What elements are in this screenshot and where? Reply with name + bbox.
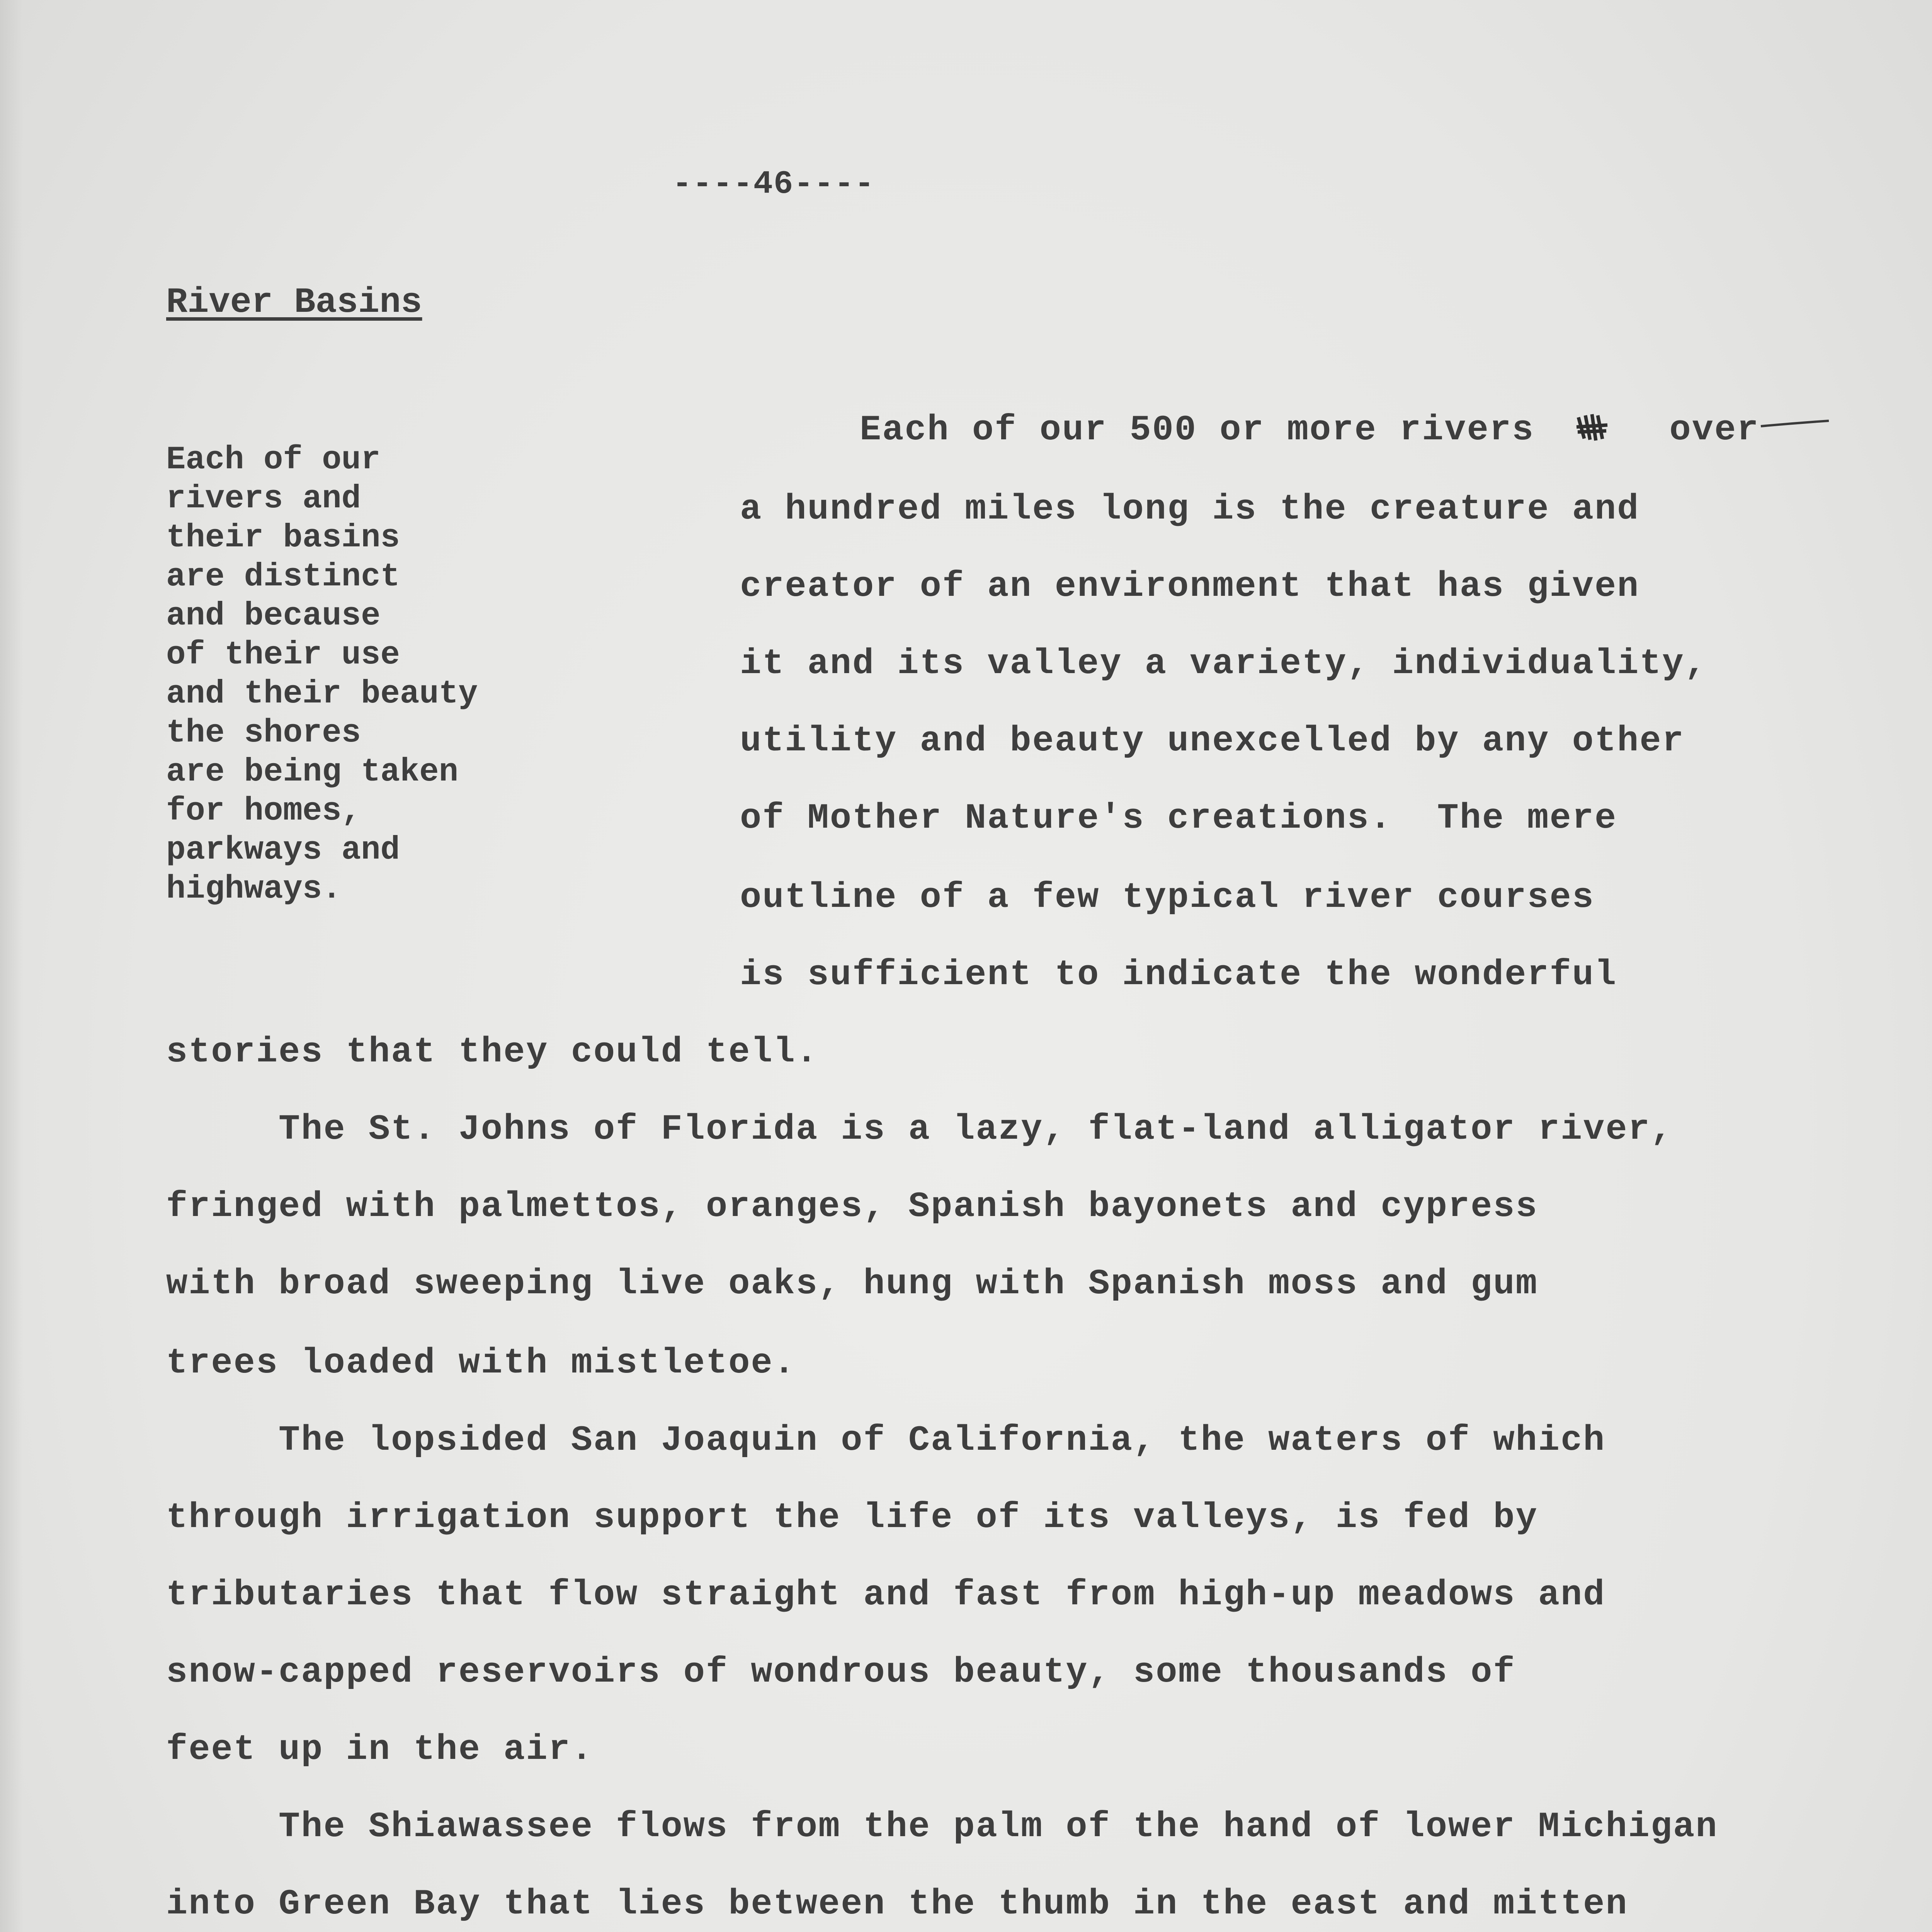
margin-note-line: rivers and	[166, 481, 361, 517]
margin-note-line: parkways and	[166, 832, 400, 869]
intro-line: creator of an environment that has given	[740, 566, 1640, 607]
body-line: stories that they could tell.	[166, 1032, 819, 1072]
body-line: with broad sweeping live oaks, hung with Spanish moss and gum	[166, 1264, 1538, 1304]
intro-line: outline of a few typical river courses	[740, 877, 1595, 918]
intro-line: it and its valley a variety, individuality,	[740, 643, 1707, 684]
margin-note-line: highways.	[166, 871, 342, 908]
body-line: The Shiawassee flows from the palm of the hand of lower Michigan	[166, 1806, 1718, 1847]
margin-note-line: Each of our	[166, 442, 381, 478]
intro-line: Each of our 500 or more rivers over	[860, 410, 1760, 450]
body-line: trees loaded with mistletoe.	[166, 1343, 796, 1383]
intro-line: utility and beauty unexcelled by any other	[740, 721, 1685, 761]
page-edge-shadow	[0, 0, 23, 1932]
margin-note-line: the shores	[166, 715, 361, 752]
margin-note-line: are distinct	[166, 559, 400, 595]
margin-pencil-mark-icon	[1760, 419, 1830, 428]
intro-line: a hundred miles long is the creature and	[740, 489, 1640, 529]
page-number: ----46----	[672, 166, 875, 203]
body-line: fringed with palmettos, oranges, Spanish bayonets and cypress	[166, 1186, 1538, 1227]
margin-note-line: of their use	[166, 637, 400, 673]
body-line: The St. Johns of Florida is a lazy, flat-land alligator river,	[166, 1109, 1673, 1150]
intro-line: is sufficient to indicate the wonderful	[740, 954, 1617, 995]
body-line: into Green Bay that lies between the thumb in the east and mitten	[166, 1884, 1628, 1924]
body-line: tributaries that flow straight and fast from high-up meadows and	[166, 1575, 1606, 1615]
intro-line: of Mother Nature's creations. The mere	[740, 798, 1617, 838]
body-line: through irrigation support the life of its valleys, is fed by	[166, 1497, 1538, 1538]
margin-note-line: for homes,	[166, 793, 361, 830]
scribble-mark-icon	[1575, 410, 1609, 444]
body-line: The lopsided San Joaquin of California, the waters of which	[166, 1420, 1606, 1461]
body-line: snow-capped reservoirs of wondrous beauty, some thousands of	[166, 1652, 1516, 1692]
margin-note-line: are being taken	[166, 754, 459, 791]
margin-note-line: and because	[166, 598, 381, 634]
body-line: feet up in the air.	[166, 1729, 594, 1770]
section-heading: River Basins	[166, 282, 422, 323]
margin-note-line: their basins	[166, 520, 400, 556]
margin-note-line: and their beauty	[166, 676, 478, 713]
margin-note	[166, 440, 478, 909]
